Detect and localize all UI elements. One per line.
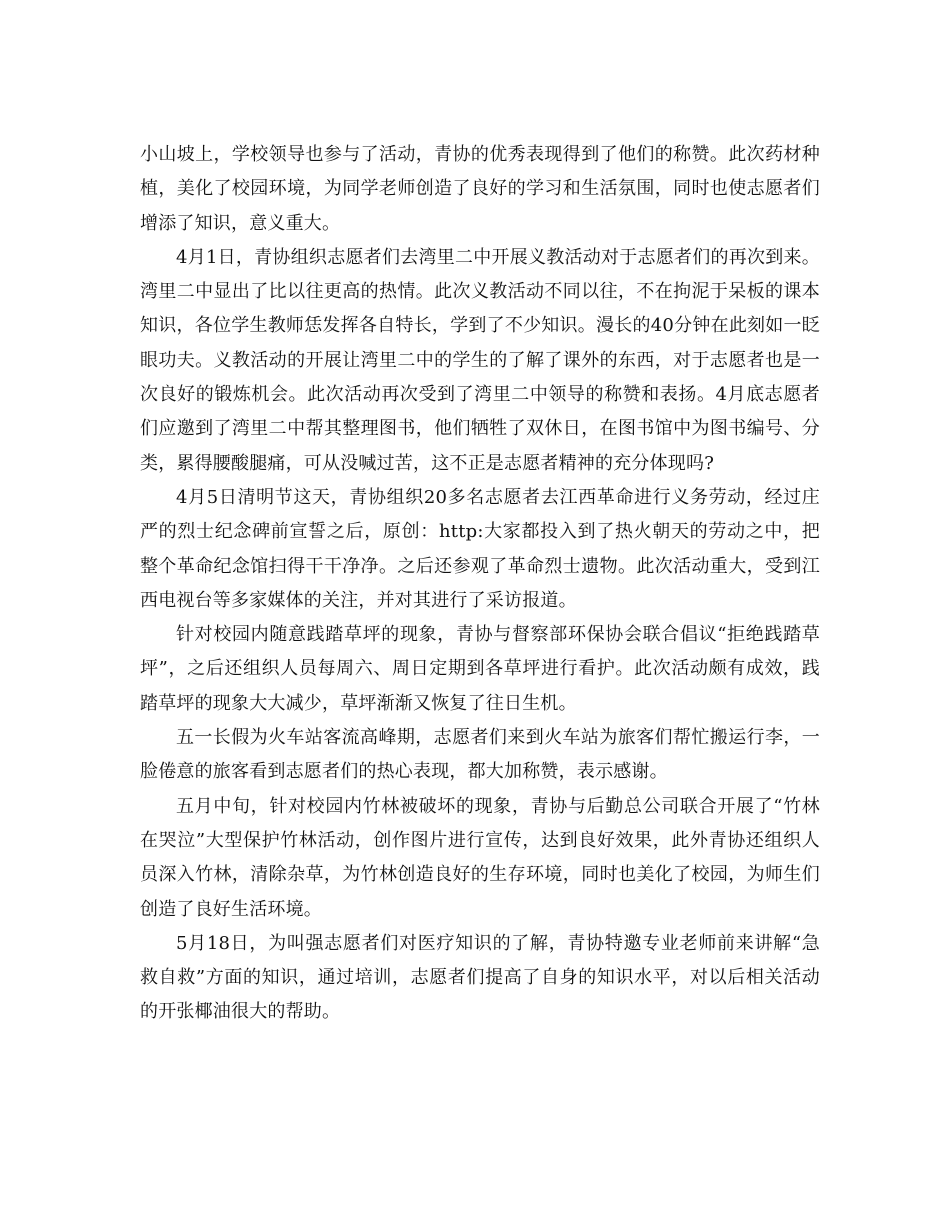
paragraph-7: 5月18日，为叫强志愿者们对医疗知识的了解，青协特邀专业老师前来讲解“急救自救”方面的知识，通过培训，志愿者们提高了自身的知识水平，对以后相关活动的开张椰油很大的帮助。 [140, 932, 820, 1023]
paragraph-2: 4月1日，青协组织志愿者们去湾里二中开展义教活动对于志愿者们的再次到来。湾里二中显出了比以往更高的热情。此次义教活动不同以往，不在拘泥于呆板的课本知识，各位学生教师恁发挥各自特长，学到了不少知识。漫长的40分钟在此刻如一眨眼功夫。义教活动的开展让湾里二中的学生的了解了课外的东西，对于志愿者也是一次良好的锻炼机会。此次活动再次受到了湾里二中领导的称赞和表扬。4月底志愿者们应邀到了湾里二中帮其整理图书，他们牺牲了双休日，在图书馆中为图书编号、分类，累得腰酸腿痛，可从没喊过苦，这不正是志愿者精神的充分体现吗? [140, 246, 820, 474]
paragraph-5: 五一长假为火车站客流高峰期，志愿者们来到火车站为旅客们帮忙搬运行李，一脸倦意的旅客看到志愿者们的热心表现，都大加称赞，表示感谢。 [140, 727, 820, 783]
paragraph-4: 针对校园内随意践踏草坪的现象，青协与督察部环保协会联合倡议“拒绝践踏草坪”，之后还组织人员每周六、周日定期到各草坪进行看护。此次活动颇有成效，践踏草坪的现象大大减少，草坪渐渐又恢复了往日生机。 [140, 624, 820, 714]
paragraph-3: 4月5日清明节这天，青协组织20多名志愿者去江西革命进行义务劳动，经过庄严的烈士纪念碑前宣誓之后，原创：http:大家都投入到了热火朝天的劳动之中，把整个革命纪念馆扫得干干净净。之后还参观了革命烈士遗物。此次活动重大，受到江西电视台等多家媒体的关注，并对其进行了采访报道。 [140, 486, 820, 611]
document-body [140, 138, 820, 1030]
paragraph-1: 小山坡上，学校领导也参与了活动，青协的优秀表现得到了他们的称赞。此次药材种植，美化了校园环境，为同学老师创造了良好的学习和生活氛围，同时也使志愿者们增添了知识，意义重大。 [140, 144, 820, 234]
paragraph-6: 五月中旬，针对校园内竹林被破坏的现象，青协与后勤总公司联合开展了“竹林在哭泣”大型保护竹林活动，创作图片进行宣传，达到良好效果，此外青协还组织人员深入竹林，清除杂草，为竹林创造良好的生存环境，同时也美化了校园，为师生们创造了良好生活环境。 [140, 795, 820, 920]
